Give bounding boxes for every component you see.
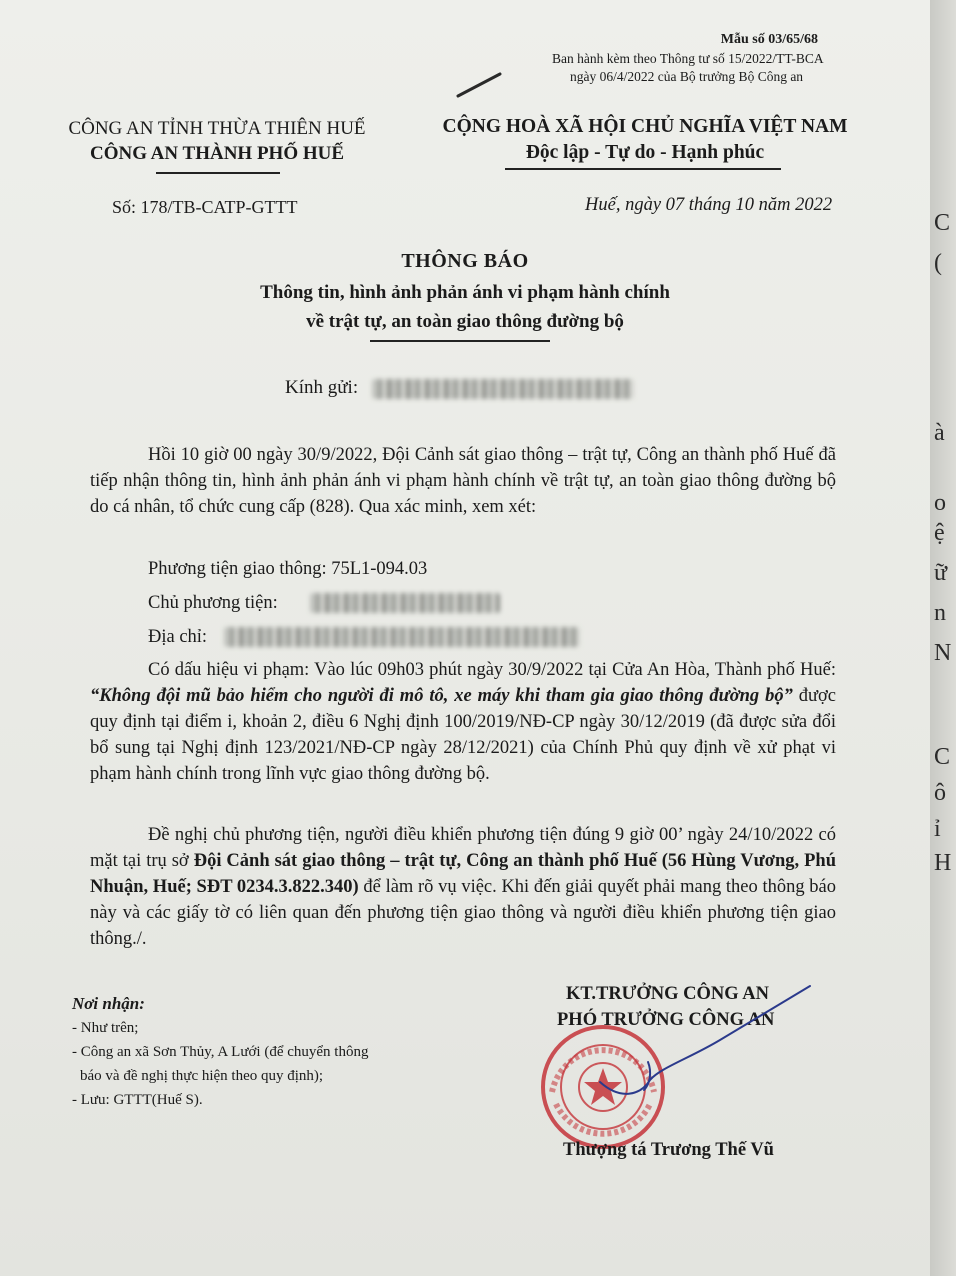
request-intro: Đề nghị chủ phương tiện, người điều khiển phương tiện đúng 9 giờ 00’ ngày 24/10/2022 có mặt tại trụ sở xyxy=(90,825,836,871)
request-instructions: để làm rõ vụ việc. Khi đến giải quyết phải mang theo thông báo này và các giấy tờ có liên quan đến phương tiện giao thông và người điều khiển phương tiện giao thông./. xyxy=(90,877,837,949)
request-location: Đội Cảnh sát giao thông – trật tự, Công an thành phố Huế (56 Hùng Vương, Phú Nhuận, Huế; SĐT 0234.3.822.340) xyxy=(90,851,836,897)
document-title: THÔNG BÁO xyxy=(401,250,529,272)
violation-legal-basis: được quy định tại điểm i, khoản 2, điều 6 Nghị định 100/2019/NĐ-CP ngày 30/12/2019 (đã được sửa đổi bổ sung tại Nghị định 123/2021/NĐ-CP ngày 28/12/2021) của Chính Phủ quy định về xử phạt vi phạm hành chính trong lĩnh vực giao thông đường bộ. xyxy=(90,686,836,784)
signer-name: Thượng tá Trương Thế Vũ xyxy=(563,1140,774,1160)
place-date: Huế, ngày 07 tháng 10 năm 2022 xyxy=(585,195,833,215)
address-label: Địa chỉ: xyxy=(148,627,208,647)
recipient-item: - Lưu: GTTT(Huế S). xyxy=(72,1092,203,1108)
recipient-item: - Như trên; xyxy=(72,1020,139,1036)
signature-title-1: KT.TRƯỞNG CÔNG AN xyxy=(566,984,769,1004)
agency-line-2: CÔNG AN THÀNH PHỐ HUẾ xyxy=(89,143,345,164)
vehicle-plate: Phương tiện giao thông: 75L1-094.03 xyxy=(148,559,428,579)
document-subtitle-2: về trật tự, an toàn giao thông đường bộ xyxy=(306,311,624,332)
issued-line-1: Ban hành kèm theo Thông tư số 15/2022/TT-BCA xyxy=(552,51,824,66)
violation-intro: Có dấu hiệu vi phạm: Vào lúc 09h03 phút ngày 30/9/2022 tại Cửa An Hòa, Thành phố Huế: xyxy=(148,660,836,680)
paragraph-intake: Hồi 10 giờ 00 ngày 30/9/2022, Đội Cảnh sát giao thông – trật tự, Công an thành phố Huế đã tiếp nhận thông tin, hình ảnh phản ánh vi phạm hành chính về trật tự, an toàn giao thông đường bộ do cá nhân, tổ chức cung cấp (828). Qua xác minh, xem xét: xyxy=(90,445,836,517)
form-code: Mẫu số 03/65/68 xyxy=(720,32,818,47)
recipient-item: báo và đề nghị thực hiện theo quy định); xyxy=(80,1068,324,1084)
recipients-heading: Nơi nhận: xyxy=(72,994,145,1013)
owner-label: Chủ phương tiện: xyxy=(148,593,278,613)
signature-title-2: PHÓ TRƯỞNG CÔNG AN xyxy=(557,1010,775,1030)
document-subtitle-1: Thông tin, hình ảnh phản ánh vi phạm hành chính xyxy=(260,282,670,303)
agency-line-1: CÔNG AN TỈNH THỪA THIÊN HUẾ xyxy=(68,118,366,139)
issued-line-2: ngày 06/4/2022 của Bộ trưởng Bộ Công an xyxy=(570,69,804,84)
violation-quote: “Không đội mũ bảo hiểm cho người đi mô tô, xe máy khi tham gia giao thông đường bộ” xyxy=(90,686,793,706)
national-motto: Độc lập - Tự do - Hạnh phúc xyxy=(525,142,765,163)
adjacent-page-edge: C ( à o ệ ữ n N C ô ỉ H xyxy=(930,0,956,1276)
country-name: CỘNG HOÀ XÃ HỘI CHỦ NGHĨA VIỆT NAM xyxy=(442,116,848,137)
recipient-item: - Công an xã Sơn Thủy, A Lưới (để chuyển thông xyxy=(72,1044,369,1060)
document-number: Số: 178/TB-CATP-GTTT xyxy=(112,197,298,217)
greeting: Kính gửi: xyxy=(285,377,359,398)
